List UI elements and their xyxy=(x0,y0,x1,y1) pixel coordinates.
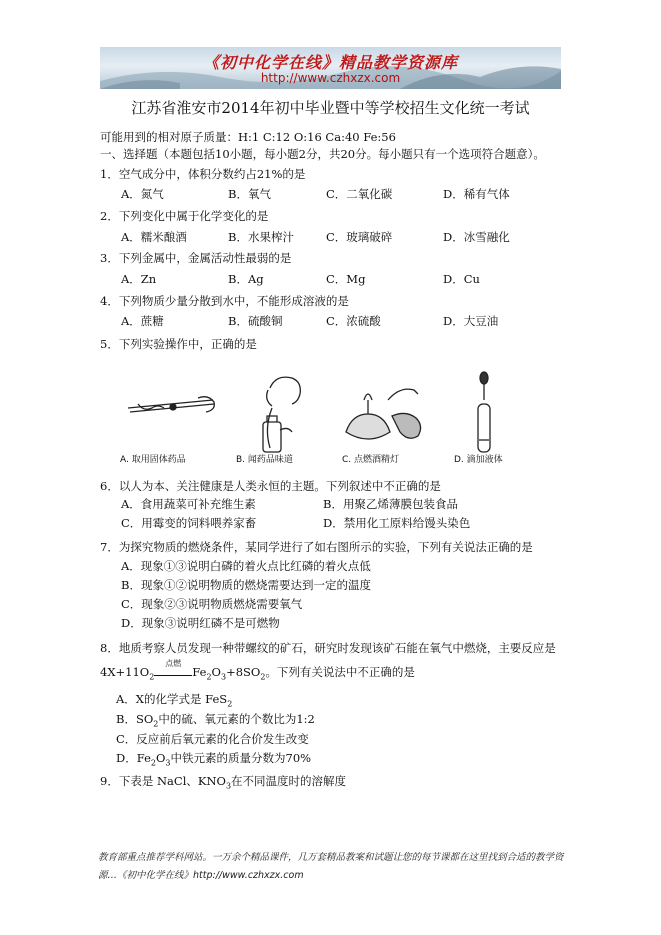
section-heading: 一、选择题（本题包括10小题，每小题2分，共20分。每小题只有一个选项符合题意）。 xyxy=(100,147,545,161)
q4-option-c: C．浓硫酸 xyxy=(326,314,381,328)
q3-option-d: D．Cu xyxy=(443,272,480,286)
q1-option-b: B．氧气 xyxy=(228,187,271,201)
question-3-stem: 3．下列金属中，金属活动性最弱的是 xyxy=(100,251,292,265)
question-4-stem: 4．下列物质少量分散到水中，不能形成溶液的是 xyxy=(100,294,349,308)
q6-option-d: D．禁用化工原料给馒头染色 xyxy=(323,516,471,530)
q8-option-b: B．$SO_2$中的硫、氧元素的个数比为1:2 xyxy=(116,712,315,729)
q6-option-a: A．食用蔬菜可补充维生素 xyxy=(121,497,256,511)
reaction-arrow xyxy=(154,659,192,676)
equation-right: Fe xyxy=(192,665,207,679)
q1-option-a: A．氮气 xyxy=(121,187,164,201)
q1-option-c: C．二氧化碳 xyxy=(326,187,393,201)
q7-option-b: B．现象①②说明物质的燃烧需要达到一定的温度 xyxy=(121,578,371,592)
question-7-stem: 7．为探究物质的燃烧条件，某同学进行了如右图所示的实验，下列有关说法正确的是 xyxy=(100,540,533,554)
q7-option-d: D．现象③说明红磷不是可燃物 xyxy=(121,616,280,630)
q1-option-d: D．稀有气体 xyxy=(443,187,510,201)
q3-option-c: C．Mg xyxy=(326,272,366,286)
footer-note: 教育部重点推荐学科网站。一万余个精品课件，几万套精品教案和试题让您的每节课都在这里找到合适的教学资源…《初中化学在线》http://www.czhxzx.com xyxy=(98,852,564,881)
q7-option-c: C．现象②③说明物质燃烧需要氧气 xyxy=(121,597,303,611)
figure-caption-a: A. 取用固体药品 xyxy=(120,455,186,465)
q6-option-b: B．用聚乙烯薄膜包装食品 xyxy=(323,497,458,511)
q2-option-d: D．冰雪融化 xyxy=(443,230,510,244)
equation-tail: 。下列有关说法中不正确的是 xyxy=(265,665,415,679)
figure-caption-d: D. 滴加液体 xyxy=(454,455,503,465)
q4-option-a: A．蔗糖 xyxy=(121,314,164,328)
question-6-stem: 6．以人为本、关注健康是人类永恒的主题。下列叙述中不正确的是 xyxy=(100,479,441,493)
equation-left: 4X+11O xyxy=(100,665,150,679)
exam-title: 江苏省淮安市2014年初中毕业暨中等学校招生文化统一考试 xyxy=(131,99,530,117)
q4-option-b: B．硫酸铜 xyxy=(228,314,283,328)
q4-option-d: D．大豆油 xyxy=(443,314,499,328)
q7-option-a: A．现象①③说明白磷的着火点比红磷的着火点低 xyxy=(121,559,371,573)
header-banner xyxy=(100,47,561,89)
question-5-stem: 5．下列实验操作中，正确的是 xyxy=(100,337,257,351)
banner-title: 《初中化学在线》精品教学资源库 xyxy=(202,53,458,72)
figure-caption-c: C. 点燃酒精灯 xyxy=(342,455,400,465)
question-9-stem: 9．下表是 NaCl、$KNO_3$在不同温度时的溶解度 xyxy=(100,774,347,791)
atomic-mass-line: 可能用到的相对原子质量：H:1 C:12 O:16 Ca:40 Fe:56 xyxy=(100,130,396,144)
q3-option-a: A．Zn xyxy=(121,272,157,286)
q8-option-d: D．$Fe_2O_3$中铁元素的质量分数为70% xyxy=(116,751,312,768)
q3-option-b: B．Ag xyxy=(228,272,264,286)
figure-caption-b: B. 闻药品味道 xyxy=(236,455,293,465)
question-1-stem: 1．空气成分中，体积分数约占21%的是 xyxy=(100,167,306,181)
q8-option-c: C．反应前后氧元素的化合价发生改变 xyxy=(116,732,309,746)
banner-url[interactable]: http://www.czhxzx.com xyxy=(260,71,401,85)
q6-option-c: C．用霉变的饲料喂养家畜 xyxy=(121,516,257,530)
q8-option-a: A．X的化学式是 FeS$_2$ xyxy=(116,692,233,709)
lab-operation-illustrations xyxy=(118,370,538,465)
reaction-condition: 点燃 xyxy=(165,659,182,668)
q2-option-c: C．玻璃破碎 xyxy=(326,230,393,244)
q5-figure xyxy=(118,370,538,465)
q2-option-a: A．糯米酿酒 xyxy=(121,230,187,244)
question-8-stem: 8．地质考察人员发现一种带螺纹的矿石，研究时发现该矿石能在氧气中燃烧，主要反应是 xyxy=(100,641,556,655)
q2-option-b: B．水果榨汁 xyxy=(228,230,294,244)
question-2-stem: 2．下列变化中属于化学变化的是 xyxy=(100,209,269,223)
q8-equation: $4X+11O_2$ 点燃 $Fe_2O_3+8SO_2$。下列有关说法中不正确的是 xyxy=(100,664,415,685)
